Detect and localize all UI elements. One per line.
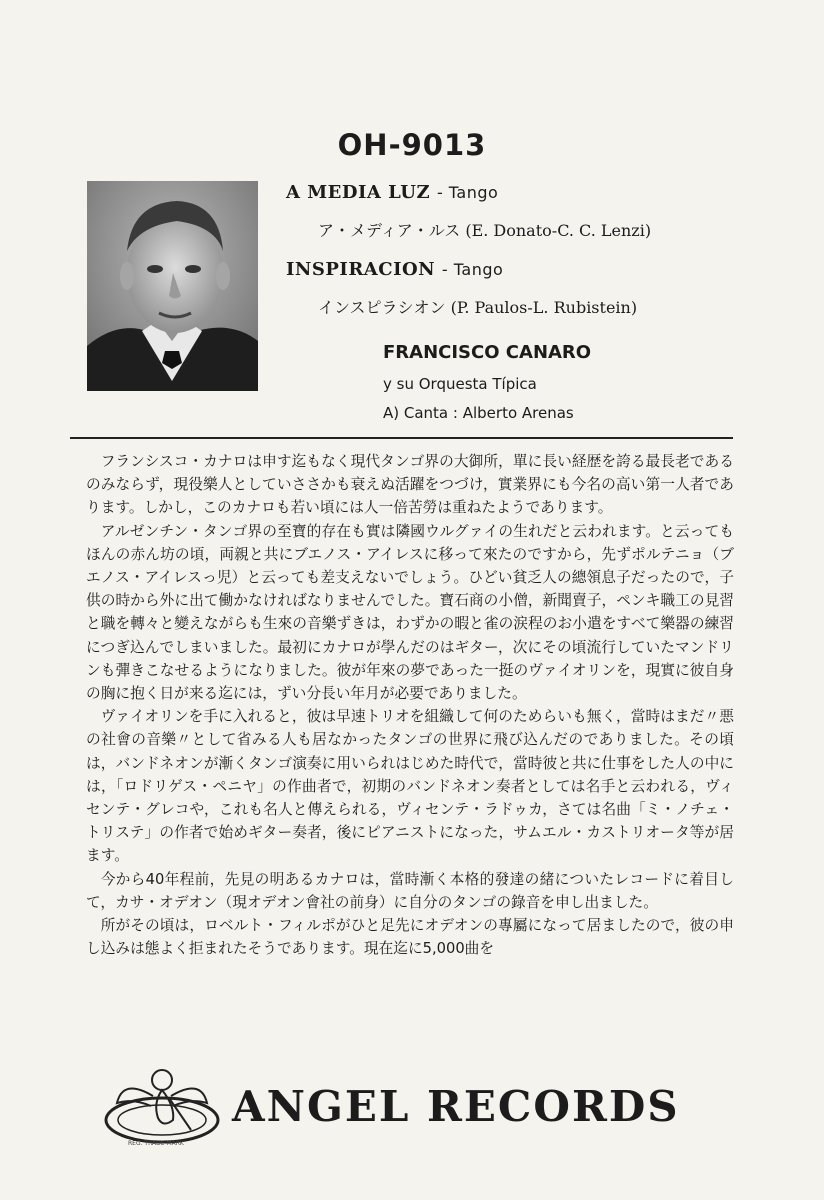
angel-emblem-icon (103, 1058, 221, 1150)
liner-notes (86, 450, 734, 960)
track-1-subtitle: ア・メディア・ルス (E. Donato-C. C. Lenzi) (318, 221, 652, 240)
track-2-title: INSPIRACION - Tango (286, 259, 504, 280)
artist-name: FRANCISCO CANARO (383, 342, 592, 363)
artist-photo (87, 181, 258, 391)
catalog-number: OH-9013 (337, 128, 487, 162)
paragraph: 所がその頃は，ロベルト・フィルポがひと足先にオデオンの專屬になって居ましたので，彼の申し込みは態よく拒まれたそうであります。現在迄に5,000曲を (86, 917, 734, 958)
paragraph: アルゼンチン・タンゴ界の至寶的存在も實は隣國ウルグァイの生れだと云われます。と云ってもほんの赤ん坊の頃，両親と共にブエノス・アイレスに移って來たのですから，先ずポルテニョ（ブエノス・アイレスっ児）と云っても差支えないでしょう。ひどい貧乏人の總領息子だったので，子供の時から外に出て働かなければなりませんでした。寶石商の小僧，新聞賣子，ペンキ職工の見習と職を轉々と變えながらも生來の音樂ずきは，わずかの暇と雀の涙程のお小遣をすべて樂器の練習につぎ込んでしまいました。最初にカナロが學んだのはギター，次にその頃流行していたマンドリンも彈きこなせるようになりました。彼が年來の夢であった一挺のヴァイオリンを，現實に彼自身の胸に抱く日が来る迄には，ずい分長い年月が必要でありました。 (86, 522, 734, 703)
divider (70, 437, 733, 439)
vocalist: A) Canta : Alberto Arenas (383, 404, 574, 422)
track-2-subtitle: インスピラシオン (P. Paulos-L. Rubistein) (318, 298, 638, 317)
emblem-caption: REG. TRADE MARK (128, 1140, 184, 1147)
track-1-title: A MEDIA LUZ - Tango (286, 182, 499, 203)
paragraph: フランシスコ・カナロは申す迄もなく現代タンゴ界の大御所，單に長い経歴を誇る最長老であるのみならず，現役樂人としていささかも衰えぬ活躍をつづけ，實業界にも今名の高い第一人者であります。しかし，このカナロも若い頃には人一倍苦勞は重ねたようであります。 (86, 453, 734, 517)
paragraph: 今から40年程前，先見の明あるカナロは，當時漸く本格的發達の緒についたレコードに着目して，カサ・オデオン（現オデオン會社の前身）に自分のタンゴの錄音を申し出ました。 (86, 870, 734, 911)
paragraph: ヴァイオリンを手に入れると，彼は早速トリオを組織して何のためらいも無く，當時はまだ〃悪の社會の音樂〃として省みる人も居なかったタンゴの世界に飛び込んだのでありました。その頃は，バンドネオンが漸くタンゴ演奏に用いられはじめた時代で，當時彼と共に仕事をした人の中には，「ロドリゲス・ペニヤ」の作曲者で，初期のバンドネオン奏者としては名手と云われる，ヴィセンテ・グレコや，これも名人と傳えられる，ヴィセンテ・ラドゥカ，さては名曲「ミ・ノチェ・トリステ」の作者で始めギター奏者，後にピアニストになった，サムエル・カストリオータ等が居ます。 (86, 708, 734, 865)
orchestra-name: y su Orquesta Típica (383, 375, 537, 393)
label-name: ANGEL RECORDS (232, 1082, 680, 1131)
